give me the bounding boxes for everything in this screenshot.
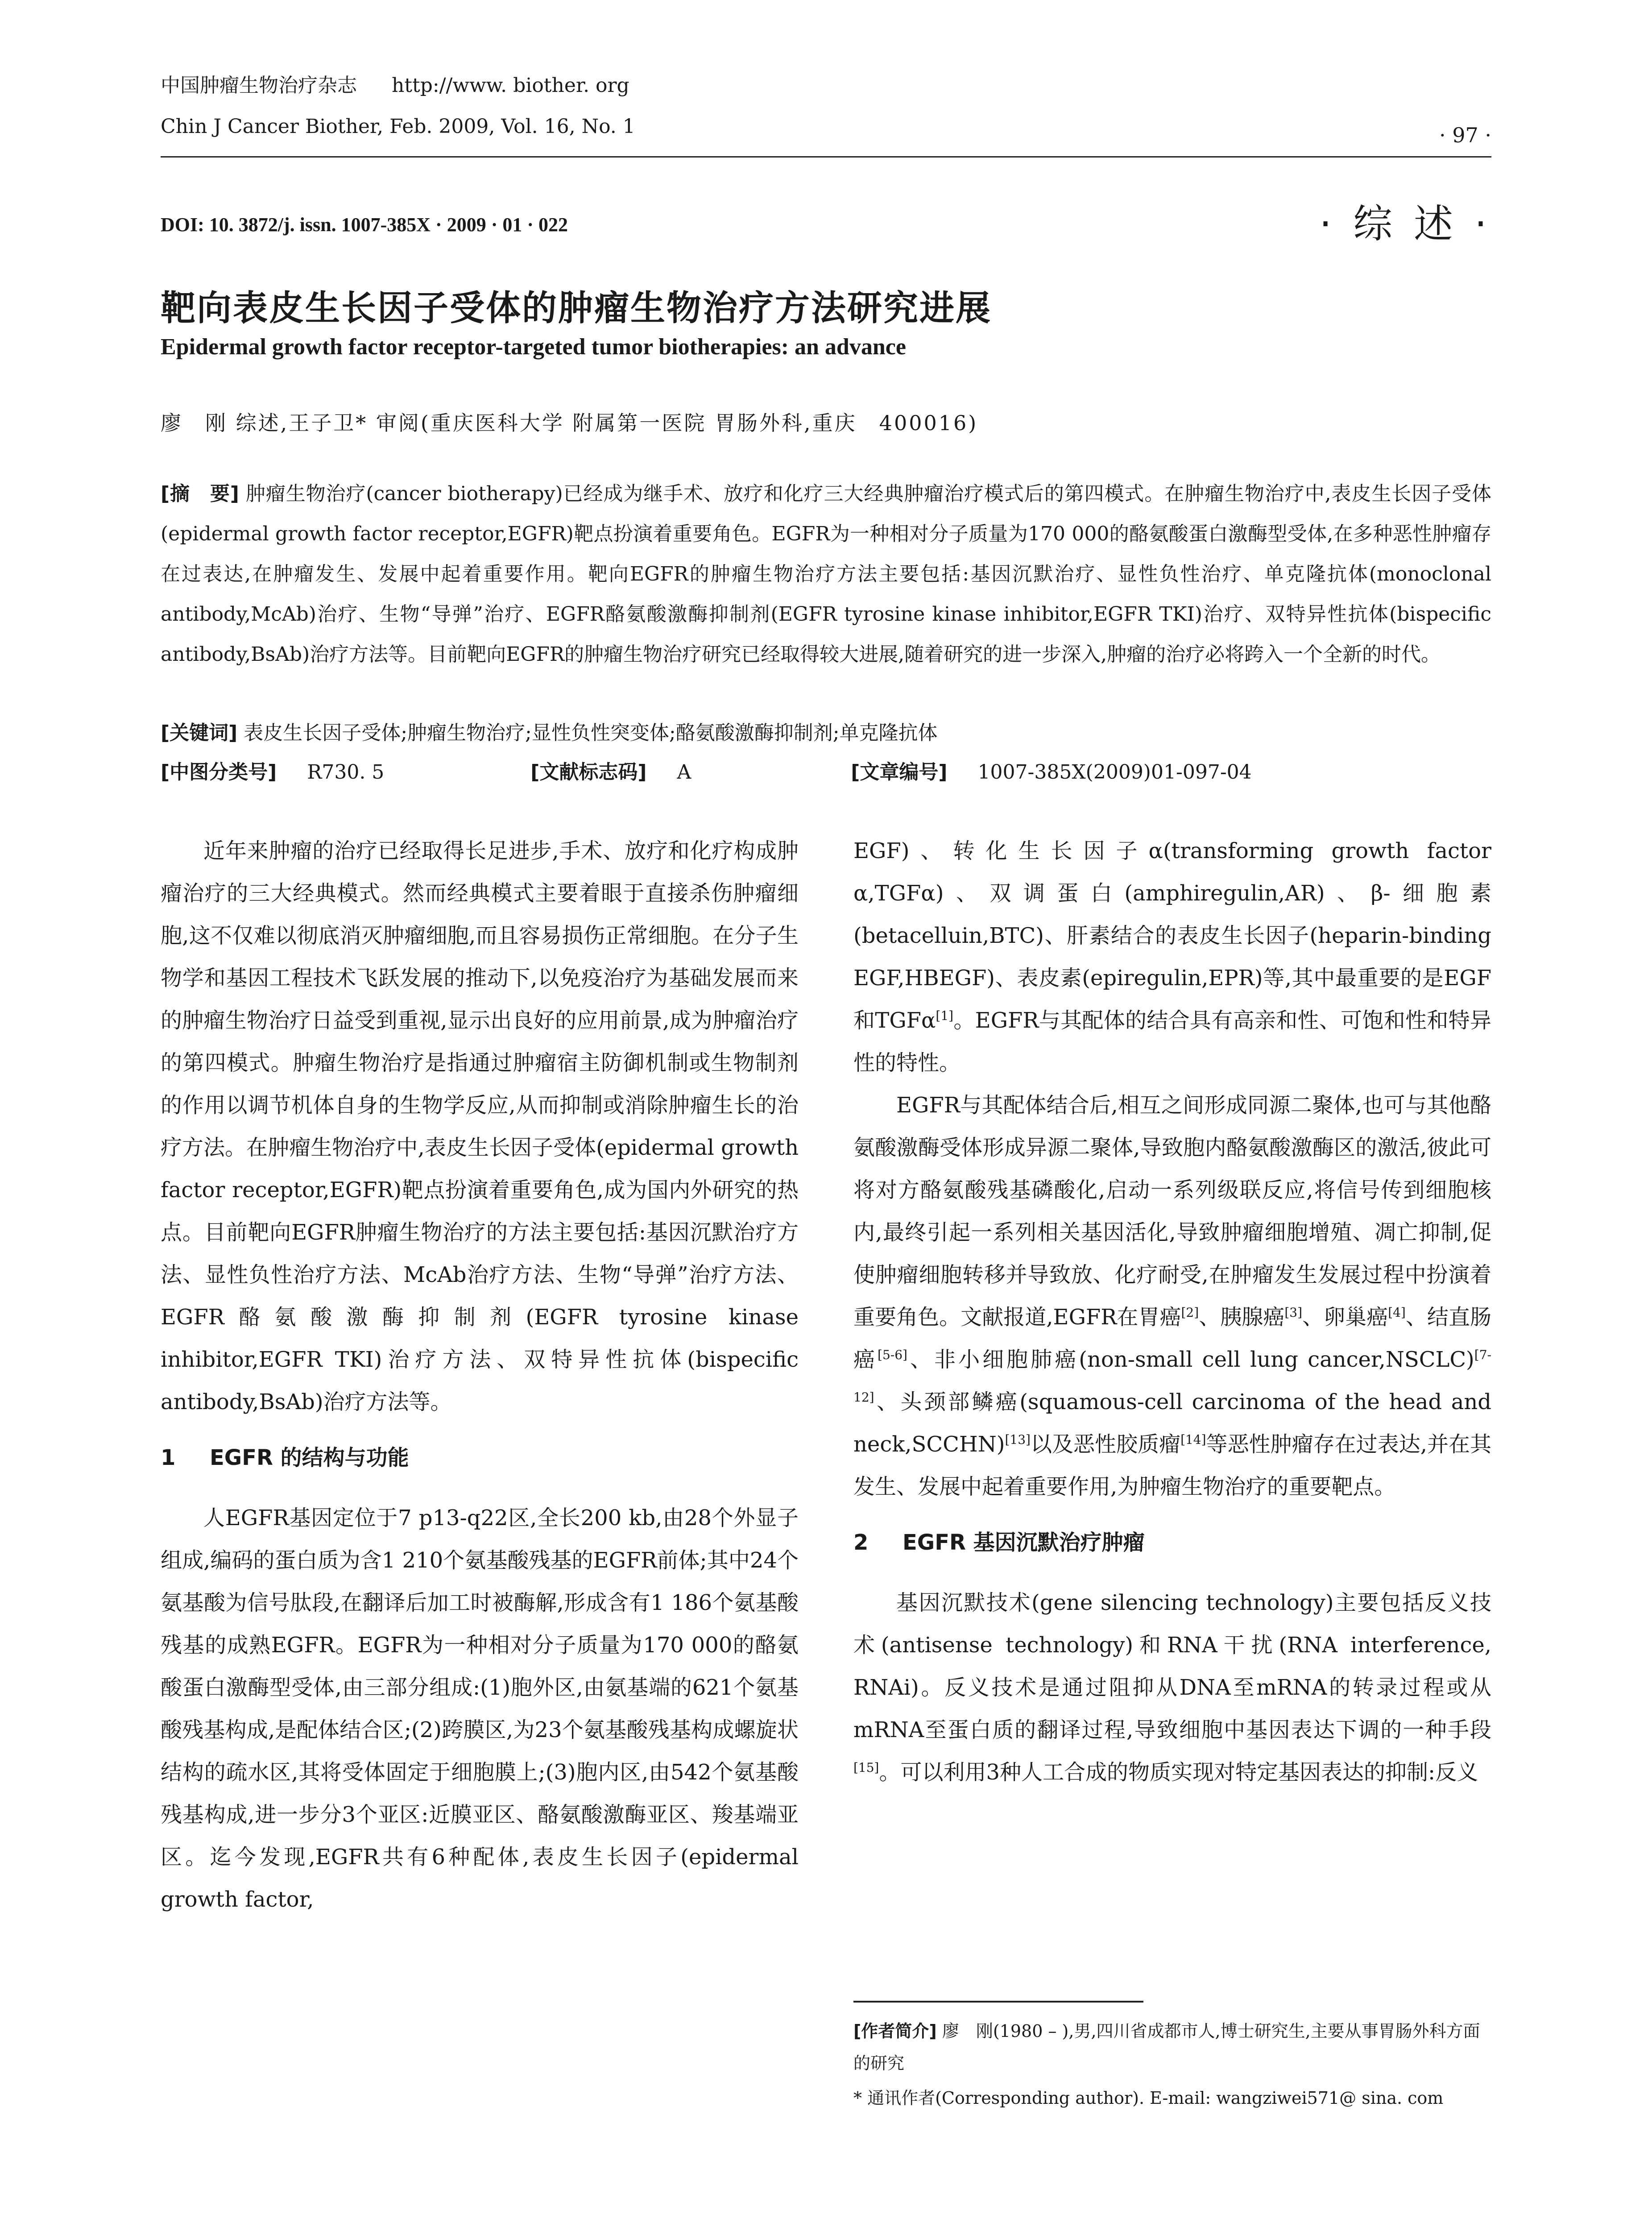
article-number-label: [文章编号] bbox=[851, 761, 948, 784]
author-bio-label: [作者简介] bbox=[853, 2021, 937, 2041]
dimer-text-e: 、非小细胞肺癌(non-small cell lung cancer,NSCLC) bbox=[907, 1347, 1474, 1372]
right-column bbox=[853, 830, 1491, 1794]
citation-3: [3] bbox=[1284, 1305, 1303, 1320]
citation-2: [2] bbox=[1181, 1305, 1199, 1320]
authors-line: 廖 刚 综述,王子卫* 审阅(重庆医科大学 附属第一医院 胃肠外科,重庆 400016) bbox=[161, 411, 978, 435]
dimer-text-h: 等恶性肿瘤存在过表达,并在其发生、发展中起着重要作用,为肿瘤生物治疗的重要靶点。 bbox=[853, 1432, 1491, 1499]
journal-name-cn: 中国肿瘤生物治疗杂志 bbox=[161, 74, 357, 97]
clc-value: R730. 5 bbox=[307, 761, 385, 784]
keywords-label: [关键词] bbox=[161, 722, 238, 744]
section-1-heading bbox=[161, 1437, 799, 1479]
page-number: · 97 · bbox=[1439, 123, 1491, 147]
author-bio-footnote bbox=[853, 2015, 1491, 2079]
dimer-text-c: 、卵巢癌 bbox=[1302, 1305, 1388, 1330]
citation-1: [1] bbox=[936, 1008, 954, 1023]
footnote-rule bbox=[853, 2001, 1143, 2003]
section-2-paragraph bbox=[853, 1582, 1491, 1794]
intro-paragraph: 近年来肿瘤的治疗已经取得长足进步,手术、放疗和化疗构成肿瘤治疗的三大经典模式。然而经典模式主要着眼于直接杀伤肿瘤细胞,这不仅难以彻底消灭肿瘤细胞,而且容易损伤正常细胞。在分子生物学和基因工程技术飞跃发展的推动下,以免疫治疗为基础发展而来的肿瘤生物治疗日益受到重视,显示出良好的应用前景,成为肿瘤治疗的第四模式。肿瘤生物治疗是指通过肿瘤宿主防御机制或生物制剂的作用以调节机体自身的生物学反应,从而抑制或消除肿瘤生长的治疗方法。在肿瘤生物治疗中,表皮生长因子受体(epidermal growth factor receptor,EGFR)靶点扮演着重要角色,成为国内外研究的热点。目前靶向EGFR肿瘤生物治疗的方法主要包括:基因沉默治疗方法、显性负性治疗方法、McAb治疗方法、生物“导弹”治疗方法、EGFR酪氨酸激酶抑制剂(EGFR tyrosine kinase inhibitor,EGFR TKI)治疗方法、双特异性抗体(bispecific antibody,BsAb)治疗方法等。 bbox=[161, 838, 799, 1414]
section-2-title: EGFR 基因沉默治疗肿瘤 bbox=[903, 1530, 1145, 1555]
dimerization-paragraph bbox=[853, 1084, 1491, 1508]
journal-website: http://www. biother. org bbox=[392, 74, 629, 97]
dimer-text-g: 以及恶性胶质瘤 bbox=[1030, 1432, 1181, 1457]
section-2-number: 2 bbox=[853, 1530, 869, 1555]
dimer-text-d: 、结直肠癌 bbox=[853, 1305, 1491, 1372]
silencing-text-a: 基因沉默技术(gene silencing technology)主要包括反义技术(antisense technology)和RNA干扰(RNA interference, RNAi)。反义技术是通过阻抑从DNA至mRNA的转录过程或从mRNA至蛋白质的翻译过程,导致细胞中基因表达下调的一种手段 bbox=[853, 1590, 1491, 1742]
citation-7-12: [7-12] bbox=[853, 1348, 1491, 1405]
citation-4: [4] bbox=[1388, 1305, 1406, 1320]
citation-15: [15] bbox=[853, 1760, 879, 1775]
journal-citation-en: Chin J Cancer Biother, Feb. 2009, Vol. 16, No. 1 bbox=[161, 115, 635, 138]
section-1-title: EGFR 的结构与功能 bbox=[210, 1445, 409, 1470]
doi: DOI: 10. 3872/j. issn. 1007-385X · 2009 · 01 · 022 bbox=[161, 214, 568, 236]
ligands-text: EGF)、转化生长因子α(transforming growth factor α,TGFα)、双调蛋白(amphiregulin,AR)、β-细胞素(betacelluin,BTC)、肝素结合的表皮生长因子(heparin-binding EGF,HBEGF)、表皮素(epiregulin,EPR)等,其中最重要的是EGF和TGFα bbox=[853, 838, 1491, 1033]
dimer-text-b: 、胰腺癌 bbox=[1199, 1305, 1285, 1330]
doc-code-label: [文献标志码] bbox=[530, 761, 647, 784]
classification-row bbox=[161, 756, 1252, 784]
header-rule bbox=[161, 156, 1491, 158]
ligands-paragraph bbox=[853, 830, 1491, 1084]
citation-13: [13] bbox=[1005, 1432, 1031, 1447]
section-2-heading bbox=[853, 1522, 1491, 1564]
section-1-number: 1 bbox=[161, 1445, 176, 1470]
left-column bbox=[161, 830, 799, 1921]
citation-14: [14] bbox=[1180, 1432, 1206, 1447]
doc-code-value: A bbox=[677, 761, 691, 784]
abstract-text: 肿瘤生物治疗(cancer biotherapy)已经成为继手术、放疗和化疗三大经典肿瘤治疗模式后的第四模式。在肿瘤生物治疗中,表皮生长因子受体(epidermal growth factor receptor,EGFR)靶点扮演着重要角色。EGFR为一种相对分子质量为170 000的酪氨酸蛋白激酶型受体,在多种恶性肿瘤存在过表达,在肿瘤发生、发展中起着重要作用。靶向EGFR的肿瘤生物治疗方法主要包括:基因沉默治疗、显性负性治疗、单克隆抗体(monoclonal antibody,McAb)治疗、生物“导弹”治疗、EGFR酪氨酸激酶抑制剂(EGFR tyrosine kinase inhibitor,EGFR TKI)治疗、双特异性抗体(bispecific antibody,BsAb)治疗方法等。目前靶向EGFR的肿瘤生物治疗研究已经取得较大进展,随着研究的进一步深入,肿瘤的治疗必将跨入一个全新的时代。 bbox=[161, 482, 1492, 666]
keywords-text: 表皮生长因子受体;肿瘤生物治疗;显性负性突变体;酪氨酸激酶抑制剂;单克隆抗体 bbox=[244, 722, 938, 744]
clc-label: [中图分类号] bbox=[161, 761, 277, 784]
abstract bbox=[161, 474, 1491, 675]
running-header-cn bbox=[161, 76, 629, 95]
article-number-value: 1007-385X(2009)01-097-04 bbox=[977, 761, 1252, 784]
ligands-text-tail: 。EGFR与其配体的结合具有高亲和性、可饱和性和特异性的特性。 bbox=[853, 1008, 1491, 1075]
abstract-label: [摘 要] bbox=[161, 482, 239, 505]
keywords bbox=[161, 713, 1491, 753]
section-1-paragraph: 人EGFR基因定位于7 p13-q22区,全长200 kb,由28个外显子组成,编码的蛋白质为含1 210个氨基酸残基的EGFR前体;其中24个氨基酸为信号肽段,在翻译后加工时被酶解,形成含有1 186个氨基酸残基的成熟EGFR。EGFR为一种相对分子质量为170 000的酪氨酸蛋白激酶型受体,由三部分组成:(1)胞外区,由氨基端的621个氨基酸残基构成,是配体结合区;(2)跨膜区,为23个氨基酸残基构成螺旋状结构的疏水区,其将受体固定于细胞膜上;(3)胞内区,由542个氨基酸残基构成,进一步分3个亚区:近膜亚区、酪氨酸激酶亚区、羧基端亚区。迄今发现,EGFR共有6种配体,表皮生长因子(epidermal growth factor, bbox=[161, 1505, 799, 1912]
author-bio-text: 廖 刚(1980 – ),男,四川省成都市人,博士研究生,主要从事胃肠外科方面的研究 bbox=[853, 2021, 1480, 2073]
title-en: Epidermal growth factor receptor-targeted tumor biotherapies: an advance bbox=[161, 334, 906, 360]
silencing-text-b: 。可以利用3种人工合成的物质实现对特定基因表达的抑制:反义 bbox=[879, 1760, 1478, 1785]
corresponding-author-footnote: * 通讯作者(Corresponding author). E-mail: wangziwei571@ sina. com bbox=[853, 2088, 1444, 2108]
dimer-text-a: EGFR与其配体结合后,相互之间形成同源二聚体,也可与其他酪氨酸激酶受体形成异源二聚体,导致胞内酪氨酸激酶区的激活,彼此可将对方酪氨酸残基磷酸化,启动一系列级联反应,将信号传到细胞核内,最终引起一系列相关基因活化,导致肿瘤细胞增殖、凋亡抑制,促使肿瘤细胞转移并导致放、化疗耐受,在肿瘤发生发展过程中扮演着重要角色。文献报道,EGFR在胃癌 bbox=[853, 1093, 1491, 1330]
title-cn: 靶向表皮生长因子受体的肿瘤生物治疗方法研究进展 bbox=[161, 288, 992, 328]
citation-5-6: [5-6] bbox=[878, 1348, 907, 1362]
dimer-text-f: 、头颈部鳞癌(squamous-cell carcinoma of the head and neck,SCCHN) bbox=[853, 1389, 1491, 1457]
section-tag: · 综 述 · bbox=[1319, 201, 1491, 247]
